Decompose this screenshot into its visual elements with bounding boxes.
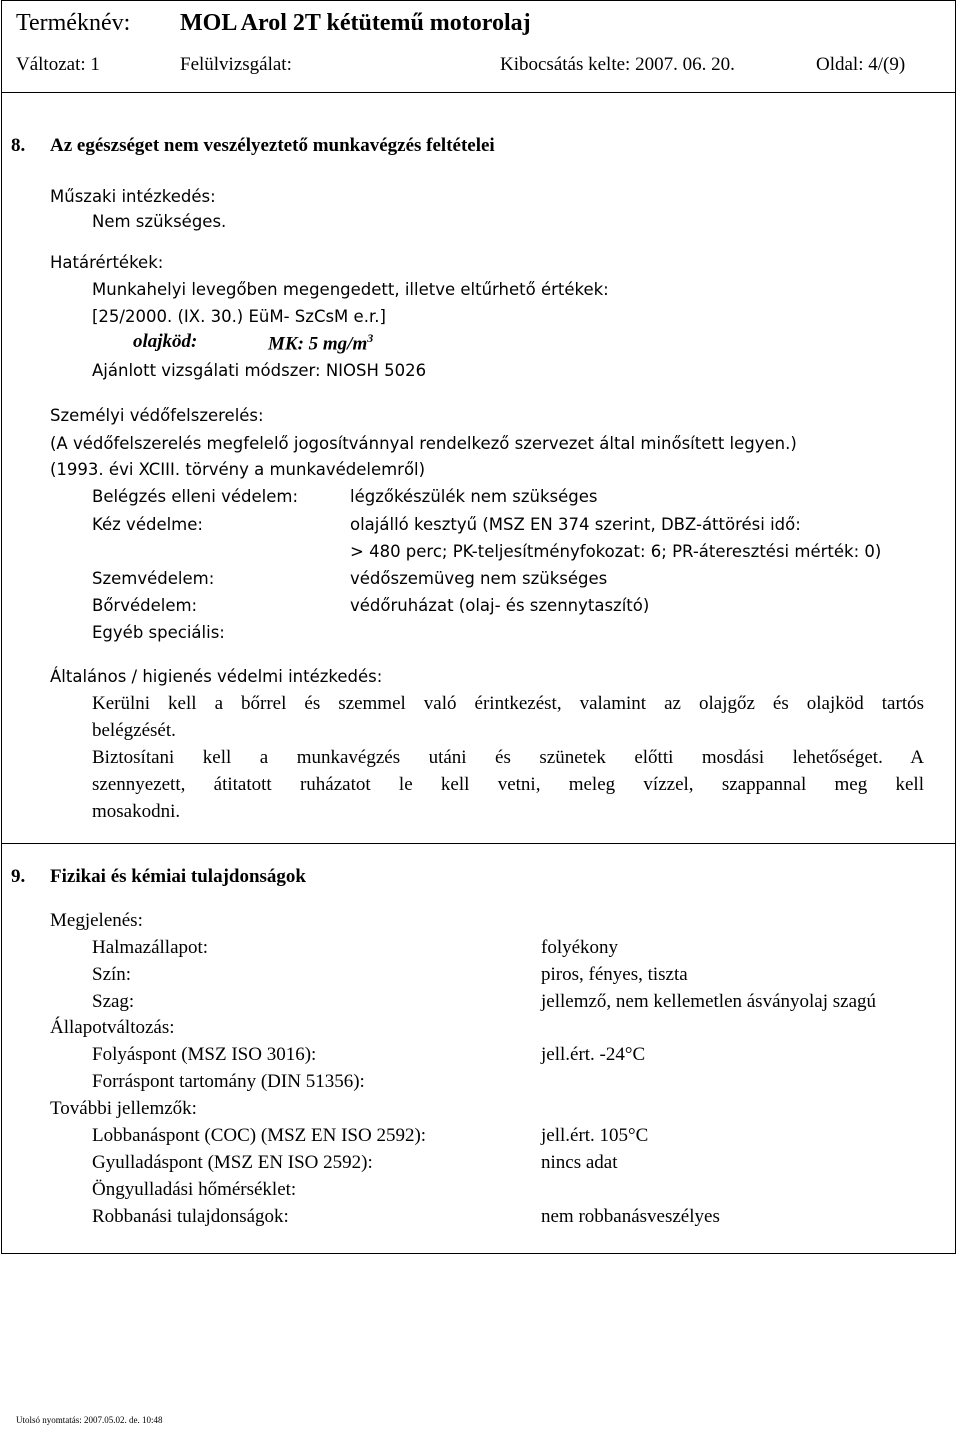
ppe-label: Személyi védőfelszerelés: <box>50 406 264 425</box>
revision-label: Felülvizsgálat: <box>180 54 292 75</box>
oil-mist-value: MK: 5 $mg/m^3$ <box>268 331 374 355</box>
hygiene-line: Biztosítani kell a munkavégzés utáni és szünetek előtti mosdási lehetőséget. A <box>92 747 924 768</box>
property-value: folyékony <box>541 937 619 958</box>
issue-date: Kibocsátás kelte: 2007. 06. 20. <box>500 54 735 75</box>
ppe-row-value: védőszemüveg nem szükséges <box>350 569 608 588</box>
property-label: Öngyulladási hőmérséklet: <box>92 1179 297 1200</box>
oil-mist-label: olajköd: <box>133 331 198 352</box>
hygiene-line: mosakodni. <box>92 801 181 822</box>
limits-label: Határértékek: <box>50 253 164 272</box>
section8-title: Az egészséget nem veszélyeztető munkavégzés feltételei <box>50 135 495 156</box>
product-label: Terméknév: <box>16 10 131 36</box>
section9-number: 9. <box>11 866 26 887</box>
ppe-row-label: Kéz védelme: <box>92 515 203 534</box>
test-method: Ajánlott vizsgálati módszer: NIOSH 5026 <box>92 361 427 380</box>
product-name: MOL Arol 2T kétütemű motorolaj <box>180 10 531 36</box>
property-value: jell.ért. -24°C <box>541 1044 646 1065</box>
property-label: Szín: <box>92 964 132 985</box>
property-value: jellemző, nem kellemetlen ásványolaj szagú <box>541 991 877 1012</box>
hygiene-line: Kerülni kell a bőrrel és szemmel való érintkezést, valamint az olajgőz és olajköd tartós <box>92 693 924 714</box>
ppe-row-label: Szemvédelem: <box>92 569 215 588</box>
limits-line2: [25/2000. (IX. 30.) EüM- SzCsM e.r.] <box>92 307 386 326</box>
section8-number: 8. <box>11 135 26 156</box>
property-label: Megjelenés: <box>50 910 143 931</box>
property-value: nincs adat <box>541 1152 618 1173</box>
hygiene-label: Általános / higienés védelmi intézkedés: <box>50 667 383 686</box>
property-label: Halmazállapot: <box>92 937 209 958</box>
section-divider <box>1 843 956 844</box>
ppe-row-value: védőruházat (olaj- és szennytaszító) <box>350 596 650 615</box>
property-label: Robbanási tulajdonságok: <box>92 1206 289 1227</box>
section9-title: Fizikai és kémiai tulajdonságok <box>50 866 306 887</box>
property-label: Folyáspont (MSZ ISO 3016): <box>92 1044 317 1065</box>
technical-value: Nem szükséges. <box>92 212 227 231</box>
property-value: piros, fényes, tiszta <box>541 964 688 985</box>
technical-label: Műszaki intézkedés: <box>50 187 216 206</box>
property-label: Szag: <box>92 991 135 1012</box>
header-divider <box>1 92 956 93</box>
property-label: Állapotváltozás: <box>50 1017 175 1038</box>
page-number: Oldal: 4/(9) <box>816 54 906 75</box>
ppe-row-value: > 480 perc; PK-teljesítményfokozat: 6; PR-áteresztési mérték: 0) <box>350 542 882 561</box>
ppe-note-1: (A védőfelszerelés megfelelő jogosítvánnyal rendelkező szervezet által minősített legyen.) <box>50 434 797 453</box>
property-value: nem robbanásveszélyes <box>541 1206 720 1227</box>
property-label: Gyulladáspont (MSZ EN ISO 2592): <box>92 1152 373 1173</box>
ppe-row-label: Belégzés elleni védelem: <box>92 487 299 506</box>
property-label: Lobbanáspont (COC) (MSZ EN ISO 2592): <box>92 1125 427 1146</box>
ppe-row-value: légzőkészülék nem szükséges <box>350 487 598 506</box>
version: Változat: 1 <box>16 54 100 75</box>
ppe-note-2: (1993. évi XCIII. törvény a munkavédelemről) <box>50 460 426 479</box>
hygiene-line: szennyezett, átitatott ruházatot le kell vetni, meleg vízzel, szappannal meg kell <box>92 774 924 795</box>
ppe-row-label: Egyéb speciális: <box>92 623 225 642</box>
last-printed: Utolsó nyomtatás: 2007.05.02. de. 10:48 <box>16 1415 163 1425</box>
ppe-row-label: Bőrvédelem: <box>92 596 198 615</box>
property-value: jell.ért. 105°C <box>541 1125 649 1146</box>
property-label: További jellemzők: <box>50 1098 197 1119</box>
hygiene-line: belégzését. <box>92 720 176 741</box>
property-label: Forráspont tartomány (DIN 51356): <box>92 1071 365 1092</box>
ppe-row-value: olajálló kesztyű (MSZ EN 374 szerint, DBZ-áttörési idő: <box>350 515 801 534</box>
limits-line1: Munkahelyi levegőben megengedett, illetve eltűrhető értékek: <box>92 280 609 299</box>
